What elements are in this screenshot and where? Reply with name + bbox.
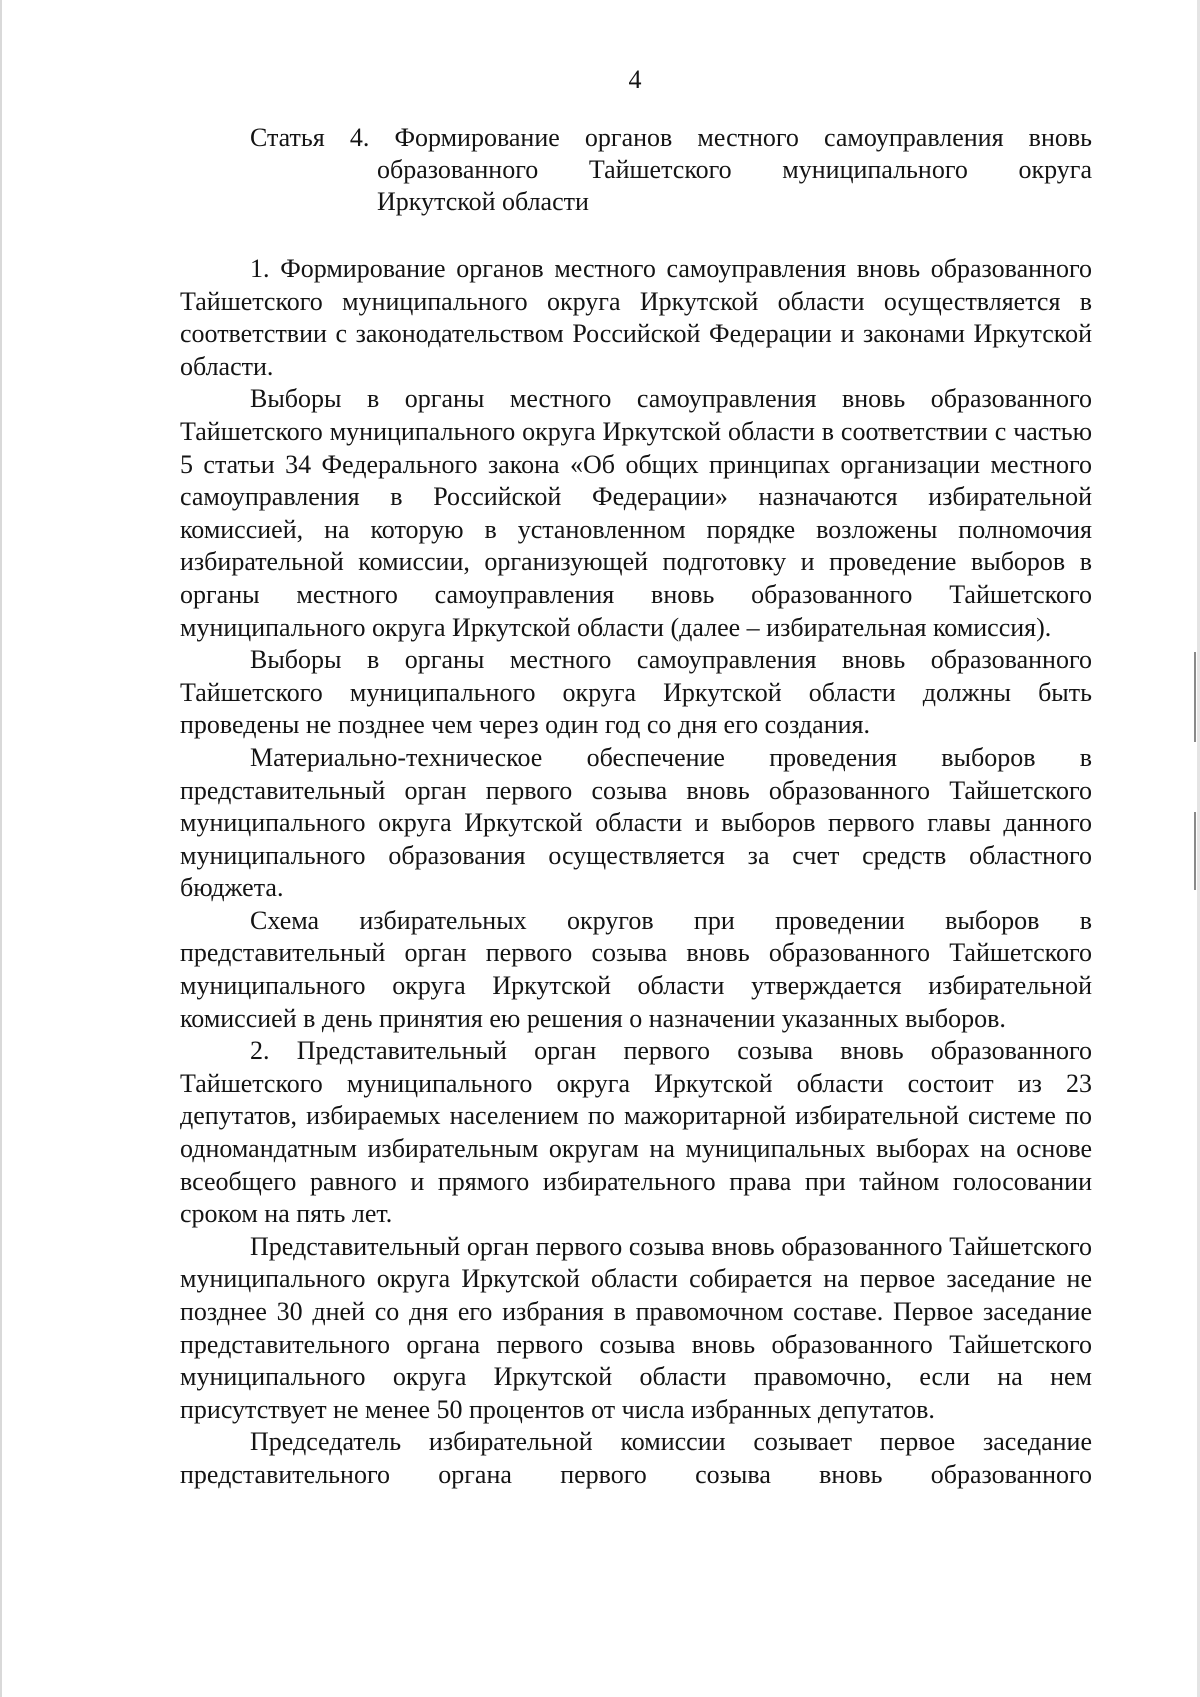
paragraph: Материально-техническое обеспечение проведения выборов в представительный орган первого созыва вновь образованного Тайшетского муниципального округа Иркутской области и выборов первого главы данного муниципального образования осуществляется за счет средств областного бюджета. (180, 742, 1092, 903)
paragraph: Выборы в органы местного самоуправления вновь образованного Тайшетского муниципального округа Иркутской области должны быть проведены не позднее чем через один год со дня его создания. (180, 645, 1092, 740)
scan-edge-left (0, 0, 2, 1697)
paragraph: 1. Формирование органов местного самоуправления вновь образованного Тайшетского муниципального округа Иркутской области осуществляется в соответствии с законодательством Российской Федерации и законами Иркутской области. (180, 254, 1092, 381)
article-body (180, 253, 1092, 1492)
article-heading-line: Иркутской области (377, 187, 589, 216)
scan-mark-right (1194, 812, 1196, 890)
paragraph: Представительный орган первого созыва вновь образованного Тайшетского муниципального округа Иркутской области собирается на первое заседание не позднее 30 дней со дня его избрания в правомочном составе. Первое заседание представительного органа первого созыва вновь образованного Тайшетского муниципального округа Иркутской области правомочно, если на нем присутствует не менее 50 процентов от числа избранных депутатов. (180, 1231, 1092, 1424)
paragraph: 2. Представительный орган первого созыва вновь образованного Тайшетского муниципального округа Иркутской области состоит из 23 депутатов, избираемых населением по мажоритарной избирательной системе по одномандатным избирательным округам на муниципальных выборах на основе всеобщего равного и прямого избирательного права при тайном голосовании сроком на пять лет. (180, 1036, 1092, 1229)
paragraph: Схема избирательных округов при проведении выборов в представительный орган первого созыва вновь образованного Тайшетского муниципального округа Иркутской области утверждается избирательной комиссией в день принятия ею решения о назначении указанных выборов. (180, 905, 1092, 1033)
article-heading-line: Статья 4. Формирование органов местного самоуправления вновь (250, 123, 1092, 152)
page-number: 4 (628, 65, 642, 94)
paragraph: Председатель избирательной комиссии созывает первое заседание представительного органа первого созыва вновь образованного (180, 1427, 1092, 1489)
scan-mark-right (1194, 652, 1196, 742)
article-heading-line: образованного Тайшетского муниципального округа (377, 155, 1092, 184)
article-heading (250, 122, 1092, 218)
paragraph: Выборы в органы местного самоуправления вновь образованного Тайшетского муниципального округа Иркутской области в соответствии с частью 5 статьи 34 Федерального закона «Об общих принципах организации местного самоуправления в Российской Федерации» назначаются избирательной комиссией, на которую в установленном порядке возложены полномочия избирательной комиссии, организующей подготовку и проведение выборов в органы местного самоуправления вновь образованного Тайшетского муниципального округа Иркутской области (далее – избирательная комиссия). (180, 384, 1092, 642)
